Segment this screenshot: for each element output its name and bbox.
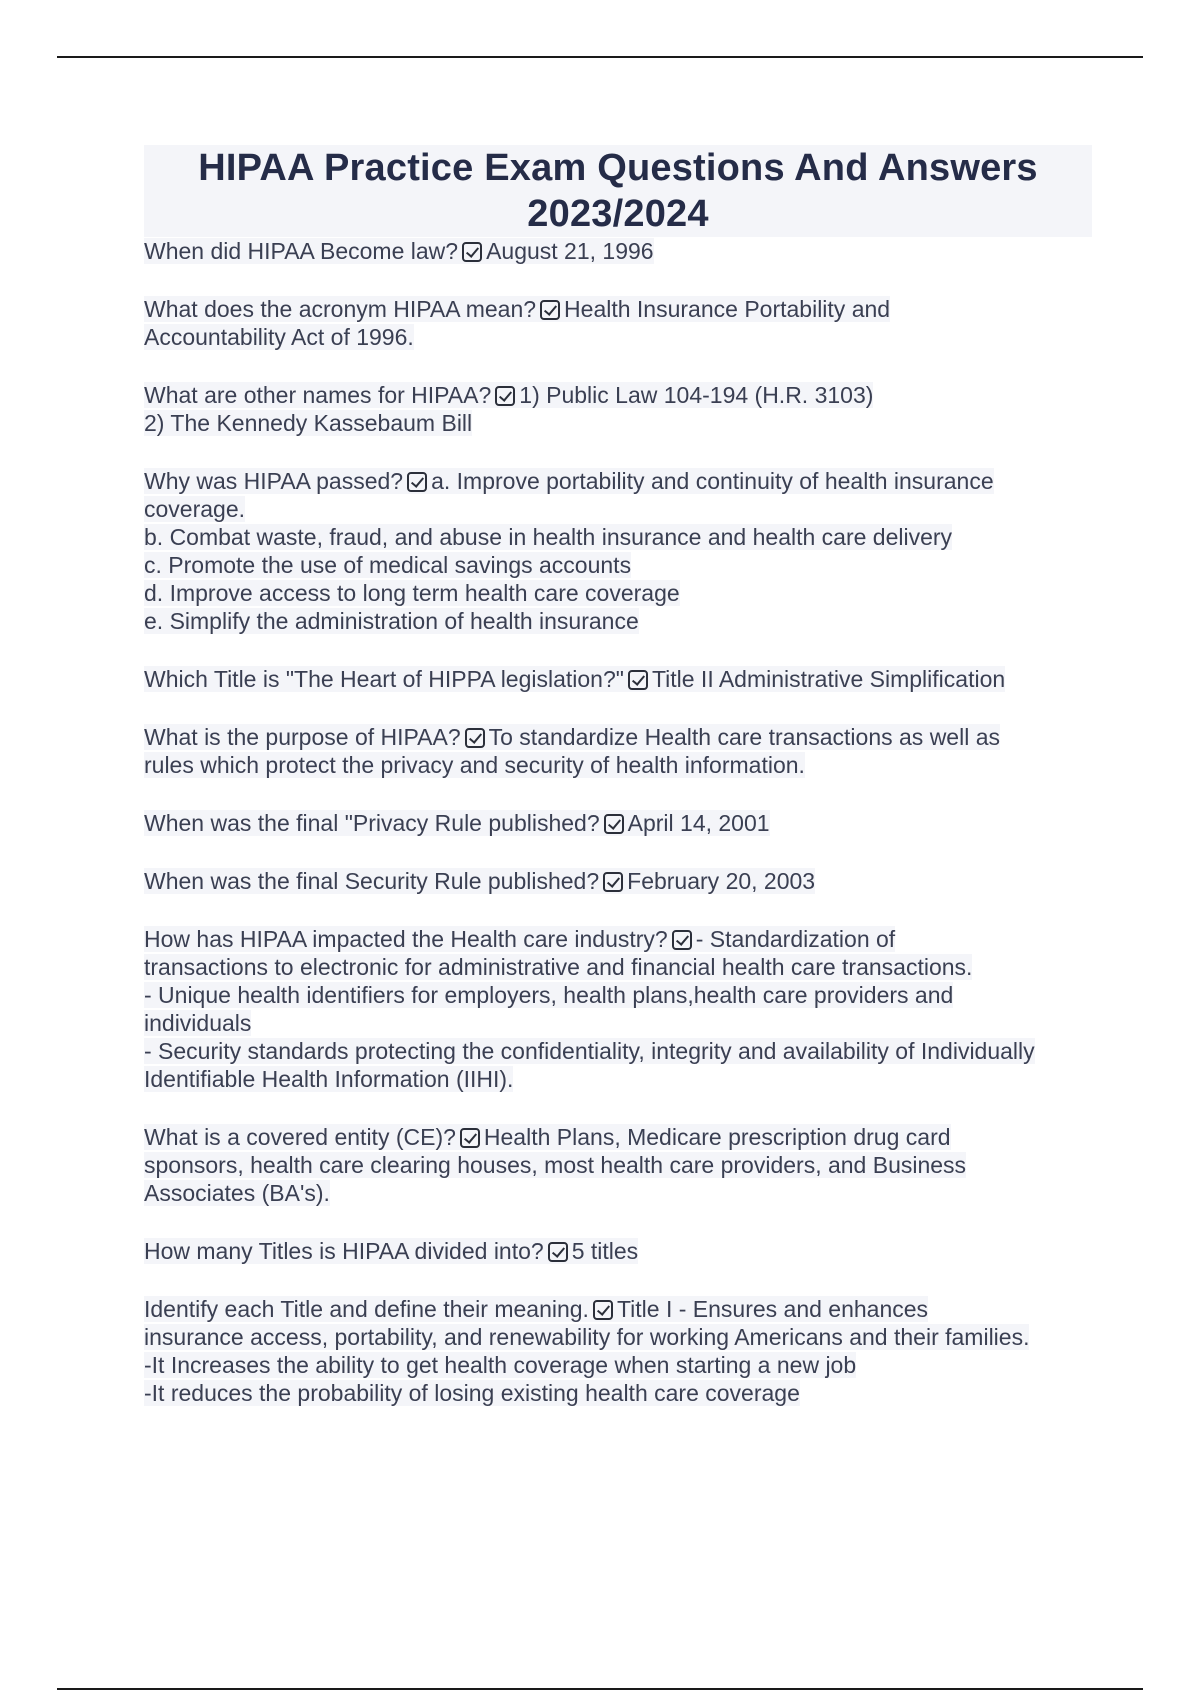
qa-item	[144, 723, 1092, 779]
answer-text: a. Improve portability and continuity of health insurance	[431, 468, 994, 494]
answer-line	[144, 1379, 1092, 1407]
qa-first-line	[144, 295, 1092, 323]
answer-text: 2) The Kennedy Kassebaum Bill	[144, 410, 473, 436]
highlight	[144, 752, 805, 778]
answer-text: d. Improve access to long term health care coverage	[144, 580, 680, 606]
answer-text: Health Plans, Medicare prescription drug card	[483, 1124, 951, 1150]
answer-text: -It Increases the ability to get health coverage when starting a new job	[144, 1352, 857, 1378]
question-text: When was the final "Privacy Rule published?	[144, 810, 600, 836]
checkbox-checked-icon	[548, 1242, 568, 1262]
answer-text: individuals	[144, 1010, 252, 1036]
highlight	[144, 296, 890, 322]
title-line-2: 2023/2024	[527, 193, 709, 235]
question-text: What are other names for HIPAA?	[144, 382, 492, 408]
checkbox-checked-icon	[604, 814, 624, 834]
title-line-1: HIPAA Practice Exam Questions And Answers	[198, 147, 1038, 189]
answer-text: Title II Administrative Simplification	[651, 666, 1006, 692]
checkbox-checked-icon	[462, 242, 482, 262]
qa-item	[144, 1295, 1092, 1407]
answer-line	[144, 981, 1092, 1009]
qa-first-line	[144, 665, 1092, 693]
answer-line	[144, 1179, 1092, 1207]
qa-first-line	[144, 867, 1092, 895]
highlight	[144, 954, 972, 980]
checkbox-checked-icon	[465, 728, 485, 748]
qa-first-line	[144, 723, 1092, 751]
qa-item	[144, 295, 1092, 351]
answer-text: - Standardization of	[695, 926, 896, 952]
qa-list	[144, 237, 1092, 1407]
highlight	[144, 238, 654, 264]
qa-item	[144, 1123, 1092, 1207]
question-text: When was the final Security Rule published?	[144, 868, 600, 894]
qa-first-line	[144, 925, 1092, 953]
answer-text: transactions to electronic for administrative and financial health care transactions.	[144, 954, 973, 980]
qa-item	[144, 925, 1092, 1093]
checkbox-checked-icon	[407, 472, 427, 492]
question-text: What does the acronym HIPAA mean?	[144, 296, 537, 322]
answer-line	[144, 1151, 1092, 1179]
highlight	[144, 982, 953, 1008]
qa-first-line	[144, 381, 1092, 409]
highlight	[144, 868, 815, 894]
answer-text: Identifiable Health Information (IIHI).	[144, 1066, 514, 1092]
highlight	[144, 608, 639, 634]
qa-first-line	[144, 1123, 1092, 1151]
answer-text: Accountability Act of 1996.	[144, 324, 414, 350]
answer-line	[144, 607, 1092, 635]
question-text: What is a covered entity (CE)?	[144, 1124, 456, 1150]
highlight	[144, 382, 873, 408]
answer-text: Health Insurance Portability and	[564, 296, 891, 322]
qa-first-line	[144, 1237, 1092, 1265]
question-text: Which Title is "The Heart of HIPPA legislation?"	[144, 666, 624, 692]
highlight	[144, 724, 1000, 750]
answer-text: c. Promote the use of medical savings accounts	[144, 552, 632, 578]
answer-text: Title I - Ensures and enhances	[616, 1296, 929, 1322]
page-title	[144, 145, 1092, 237]
checkbox-checked-icon	[603, 872, 623, 892]
highlight	[144, 1324, 1029, 1350]
answer-text: 1) Public Law 104-194 (H.R. 3103)	[519, 382, 874, 408]
question-text: When did HIPAA Become law?	[144, 238, 459, 264]
qa-item	[144, 1237, 1092, 1265]
highlight	[144, 1380, 800, 1406]
answer-text: e. Simplify the administration of health insurance	[144, 608, 639, 634]
answer-text: April 14, 2001	[627, 810, 770, 836]
answer-text: coverage.	[144, 496, 246, 522]
document-body	[144, 145, 1092, 1437]
bottom-rule	[57, 1688, 1143, 1690]
highlight	[144, 1352, 856, 1378]
highlight	[144, 1038, 1035, 1064]
question-text: What is the purpose of HIPAA?	[144, 724, 461, 750]
checkbox-checked-icon	[628, 670, 648, 690]
highlight	[144, 552, 631, 578]
answer-line	[144, 751, 1092, 779]
checkbox-checked-icon	[593, 1300, 613, 1320]
answer-line	[144, 323, 1092, 351]
highlight	[144, 468, 994, 494]
highlight	[144, 1180, 330, 1206]
highlight	[144, 524, 952, 550]
qa-first-line	[144, 809, 1092, 837]
question-text: How has HIPAA impacted the Health care industry?	[144, 926, 668, 952]
answer-text: b. Combat waste, fraud, and abuse in health insurance and health care delivery	[144, 524, 953, 550]
answer-line	[144, 1323, 1092, 1351]
qa-first-line	[144, 237, 1092, 265]
question-text: Identify each Title and define their meaning.	[144, 1296, 589, 1322]
qa-first-line	[144, 467, 1092, 495]
highlight	[144, 926, 895, 952]
answer-text: August 21, 1996	[486, 238, 654, 264]
highlight	[144, 810, 770, 836]
qa-item	[144, 665, 1092, 693]
answer-text: Associates (BA's).	[144, 1180, 330, 1206]
qa-item	[144, 867, 1092, 895]
checkbox-checked-icon	[540, 300, 560, 320]
answer-line	[144, 579, 1092, 607]
answer-text: To standardize Health care transactions as well as	[488, 724, 1000, 750]
top-rule	[57, 56, 1143, 58]
answer-line	[144, 1065, 1092, 1093]
answer-line	[144, 1009, 1092, 1037]
checkbox-checked-icon	[460, 1128, 480, 1148]
answer-text: - Security standards protecting the confidentiality, integrity and availability of Individually	[144, 1038, 1035, 1064]
highlight	[144, 1010, 251, 1036]
answer-line	[144, 551, 1092, 579]
qa-first-line	[144, 1295, 1092, 1323]
highlight	[144, 666, 1005, 692]
answer-text: - Unique health identifiers for employers, health plans,health care providers and	[144, 982, 954, 1008]
answer-text: insurance access, portability, and renewability for working Americans and their families.	[144, 1324, 1030, 1350]
answer-text: 5 titles	[571, 1238, 639, 1264]
answer-text: February 20, 2003	[627, 868, 816, 894]
highlight	[144, 1296, 928, 1322]
checkbox-checked-icon	[672, 930, 692, 950]
answer-text: sponsors, health care clearing houses, most health care providers, and Business	[144, 1152, 967, 1178]
question-text: How many Titles is HIPAA divided into?	[144, 1238, 544, 1264]
answer-line	[144, 1037, 1092, 1065]
qa-item	[144, 381, 1092, 437]
qa-item	[144, 467, 1092, 635]
highlight	[144, 1066, 513, 1092]
highlight	[144, 1124, 951, 1150]
highlight	[144, 580, 680, 606]
qa-item	[144, 809, 1092, 837]
answer-line	[144, 409, 1092, 437]
answer-line	[144, 495, 1092, 523]
highlight	[144, 324, 414, 350]
question-text: Why was HIPAA passed?	[144, 468, 404, 494]
checkbox-checked-icon	[495, 386, 515, 406]
qa-item	[144, 237, 1092, 265]
answer-line	[144, 1351, 1092, 1379]
answer-text: rules which protect the privacy and security of health information.	[144, 752, 805, 778]
answer-line	[144, 523, 1092, 551]
highlight	[144, 496, 245, 522]
highlight	[144, 1152, 966, 1178]
answer-line	[144, 953, 1092, 981]
highlight	[144, 1238, 638, 1264]
answer-text: -It reduces the probability of losing existing health care coverage	[144, 1380, 800, 1406]
highlight	[144, 410, 472, 436]
